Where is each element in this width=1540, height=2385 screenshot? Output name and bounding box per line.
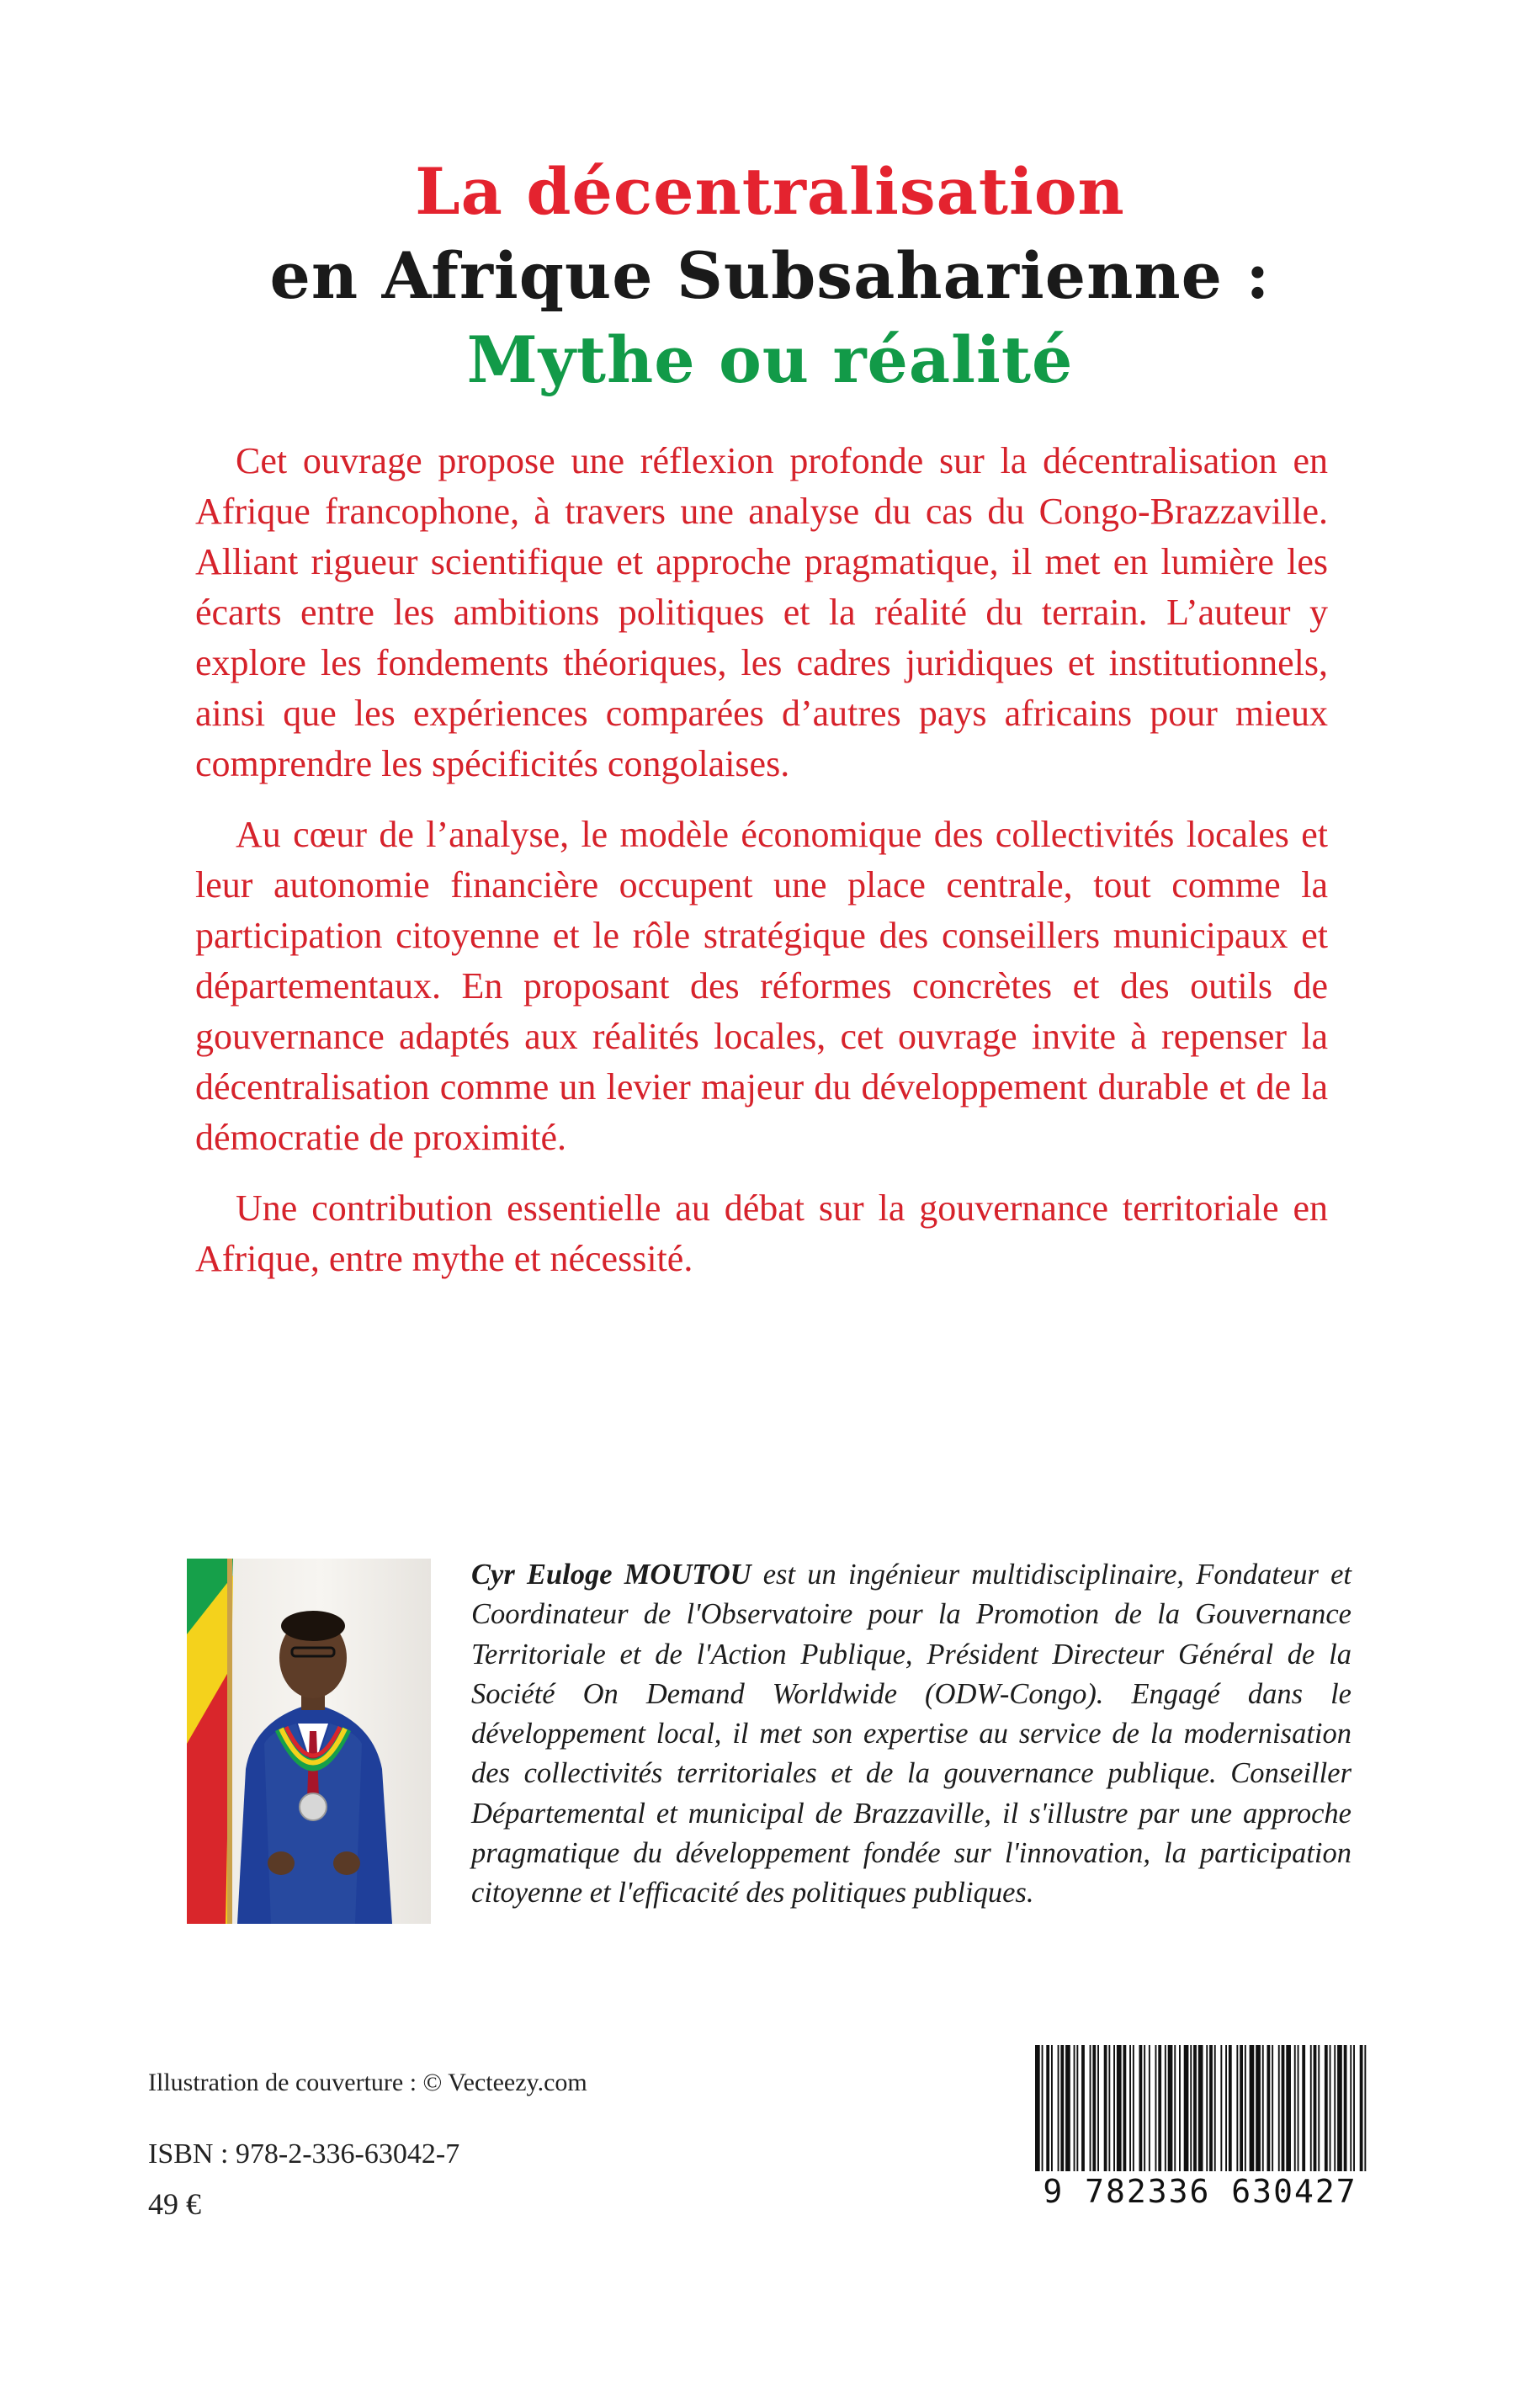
barcode-bar bbox=[1158, 2045, 1161, 2171]
barcode-bar bbox=[1117, 2045, 1122, 2171]
barcode-bar bbox=[1165, 2045, 1166, 2171]
barcode-bar bbox=[1051, 2045, 1053, 2171]
barcode-bar bbox=[1060, 2045, 1064, 2171]
barcode-number: 9 782336 630427 bbox=[1043, 2173, 1357, 2210]
author-bio bbox=[471, 1555, 1351, 1914]
barcode-bar bbox=[1310, 2045, 1312, 2171]
author-bio-text: est un ingénieur multidisciplinaire, Fondateur et Coordinateur de l'Observatoire pour la Promotion de la Gouvernance Territoriale et de l'Action Publique, Président Directeur Général de la Société On Demand Worldwide (ODW-Congo). Engagé dans le développement local, il met son expertise au service de la modernisation des collectivités territoriales et de la gouvernance publique. Conseiller Départemental et municipal de Brazzaville, il s'illustre par une approche pragmatique du développement fondée sur l'innovation, la participation citoyenne et l'efficacité des politiques publiques. bbox=[471, 1559, 1351, 1910]
isbn: ISBN : 978-2-336-63042-7 bbox=[148, 2138, 460, 2170]
barcode-bar bbox=[1262, 2045, 1264, 2171]
barcode-bar bbox=[1250, 2045, 1255, 2171]
barcode-bar bbox=[1282, 2045, 1285, 2171]
barcode-bar bbox=[1193, 2045, 1197, 2171]
barcode-bar bbox=[1214, 2045, 1216, 2171]
description-paragraph-1: Cet ouvrage propose une réflexion profonde sur la décentralisation en Afrique francophone, à travers une analyse du cas du Congo-Brazzaville. Alliant rigueur scientifique et approche pragmatique, il met en lumière les écarts entre les ambitions politiques et la réalité du terrain. L’auteur y explore les fondements théoriques, les cadres juridiques et institutionnels, ainsi que les expériences comparées d’autres pays africains pour mieux comprendre les spécificités congolaises. bbox=[195, 440, 1328, 784]
price: 49 € bbox=[148, 2187, 201, 2221]
barcode-bar bbox=[1129, 2045, 1131, 2171]
barcode-bar bbox=[1272, 2045, 1273, 2171]
barcode-bar bbox=[1198, 2045, 1203, 2171]
title-line-3: Mythe ou réalité bbox=[466, 322, 1074, 397]
barcode-bar bbox=[1245, 2045, 1246, 2171]
barcode-bar bbox=[1325, 2045, 1328, 2171]
cover-illustration-credit: Illustration de couverture : © Vecteezy.com bbox=[148, 2069, 587, 2096]
barcode-bar bbox=[1364, 2045, 1366, 2171]
barcode-bar bbox=[1035, 2045, 1040, 2171]
barcode-bar bbox=[1337, 2045, 1342, 2171]
barcode-bar bbox=[1298, 2045, 1299, 2171]
barcode-bar bbox=[1353, 2045, 1355, 2171]
barcode-bars bbox=[1032, 2045, 1368, 2171]
author-portrait-illustration bbox=[187, 1559, 431, 1924]
barcode-bar bbox=[1334, 2045, 1336, 2171]
barcode-bar bbox=[1179, 2045, 1181, 2171]
barcode-bar bbox=[1065, 2045, 1070, 2171]
book-title bbox=[0, 150, 1540, 402]
barcode-bar bbox=[1330, 2045, 1331, 2171]
barcode-bar bbox=[1240, 2045, 1243, 2171]
barcode-bar bbox=[1144, 2045, 1145, 2171]
barcode-bar bbox=[1286, 2045, 1291, 2171]
barcode-bar bbox=[1090, 2045, 1091, 2171]
barcode-bar bbox=[1184, 2045, 1189, 2171]
barcode-bar bbox=[1097, 2045, 1099, 2171]
barcode-bar bbox=[1139, 2045, 1143, 2171]
barcode-bar bbox=[1302, 2045, 1305, 2171]
description-paragraph-2: Au cœur de l’analyse, le modèle économique des collectivités locales et leur autonomie financière occupent une place centrale, tout comme la participation citoyenne et le rôle stratégique des conseillers municipaux et départementaux. En proposant des réformes concrètes et des outils de gouvernance adaptés aux réalités locales, cet ouvrage invite à repenser la décentralisation comme un levier majeur du développement durable et de la démocratie de proximité. bbox=[195, 814, 1328, 1158]
barcode-bar bbox=[1046, 2045, 1049, 2171]
barcode-bar bbox=[1104, 2045, 1107, 2171]
author-name: Cyr Euloge MOUTOU bbox=[471, 1559, 751, 1591]
barcode-bar bbox=[1350, 2045, 1351, 2171]
barcode-bar bbox=[1256, 2045, 1261, 2171]
barcode-bar bbox=[1058, 2045, 1059, 2171]
barcode-bar bbox=[1344, 2045, 1347, 2171]
barcode-bar bbox=[1042, 2045, 1043, 2171]
barcode-bar bbox=[1076, 2045, 1078, 2171]
barcode-bar bbox=[1225, 2045, 1227, 2171]
barcode-bar bbox=[1123, 2045, 1127, 2171]
title-line-1: La décentralisation bbox=[415, 154, 1125, 229]
barcode-bar bbox=[1174, 2045, 1176, 2171]
barcode-bar bbox=[1229, 2045, 1232, 2171]
barcode-bar bbox=[1206, 2045, 1208, 2171]
title-line-2: en Afrique Subsaharienne : bbox=[269, 238, 1271, 313]
barcode-bar bbox=[1168, 2045, 1173, 2171]
barcode-bar bbox=[1220, 2045, 1222, 2171]
description-paragraph-3: Une contribution essentielle au débat sur la gouvernance territoriale en Afrique, entre mythe et nécessité. bbox=[195, 1187, 1328, 1279]
book-description bbox=[195, 436, 1328, 1304]
barcode-bar bbox=[1149, 2045, 1150, 2171]
barcode-bar bbox=[1209, 2045, 1213, 2171]
barcode-bar bbox=[1113, 2045, 1115, 2171]
barcode-bar bbox=[1133, 2045, 1134, 2171]
barcode-bar bbox=[1092, 2045, 1096, 2171]
barcode-bar bbox=[1081, 2045, 1085, 2171]
barcode-bar bbox=[1074, 2045, 1075, 2171]
author-photo bbox=[187, 1559, 431, 1924]
barcode-bar bbox=[1267, 2045, 1271, 2171]
barcode-bar bbox=[1236, 2045, 1238, 2171]
isbn-barcode bbox=[1032, 2045, 1368, 2243]
barcode-bar bbox=[1314, 2045, 1317, 2171]
barcode-bar bbox=[1318, 2045, 1320, 2171]
barcode-bar bbox=[1294, 2045, 1296, 2171]
barcode-bar bbox=[1155, 2045, 1157, 2171]
barcode-bar bbox=[1278, 2045, 1280, 2171]
barcode-bar bbox=[1190, 2045, 1192, 2171]
barcode-bar bbox=[1108, 2045, 1110, 2171]
barcode-bar bbox=[1360, 2045, 1363, 2171]
